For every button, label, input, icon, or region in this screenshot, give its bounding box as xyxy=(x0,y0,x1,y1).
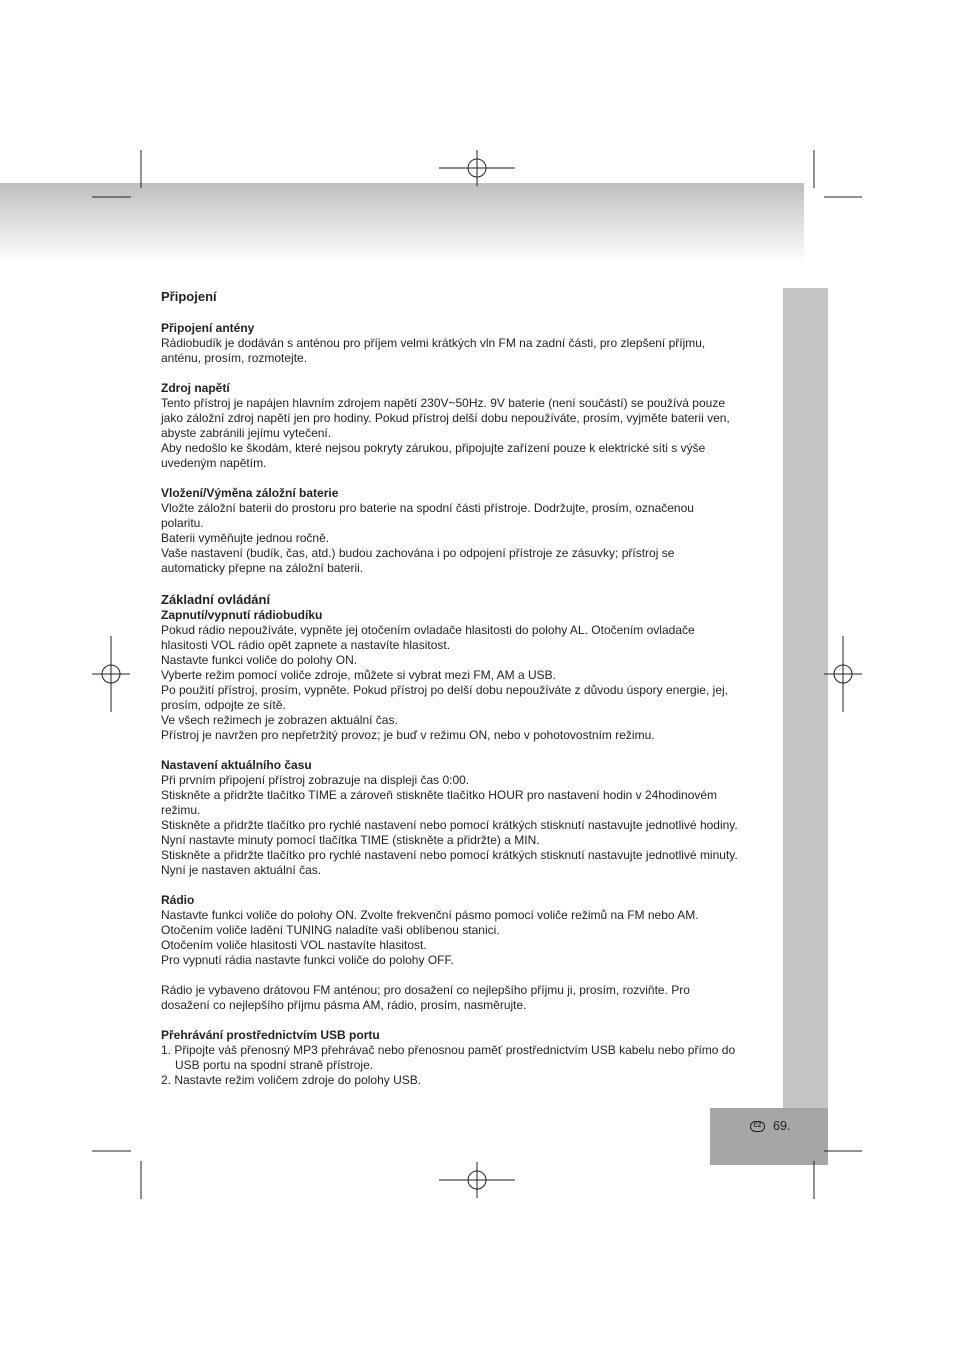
text-line: abyste zabránili jejímu vytečení. xyxy=(161,426,332,440)
text-line: Stiskněte a přidržte tlačítko TIME a zároveň stiskněte tlačítko HOUR pro nastavení hodin v 24hodinovém xyxy=(161,788,718,802)
text-line: Při prvním připojení přístroj zobrazuje na displeji čas 0:00. xyxy=(161,773,470,787)
text-line: režimu. xyxy=(161,803,201,817)
subheading-zdroj: Zdroj napětí xyxy=(161,381,230,395)
text-line: Nyní nastavte minuty pomocí tlačítka TIME (stiskněte a přidržte) a MIN. xyxy=(161,833,540,847)
text-line: hlasitosti VOL rádio opět zapnete a nastavíte hlasitost. xyxy=(161,638,451,652)
subheading-baterie: Vložení/Výměna záložní baterie xyxy=(161,486,339,500)
text-line: Pokud rádio nepoužíváte, vypněte jej otočením ovladače hlasitosti do polohy AL. Otočením ovladače xyxy=(161,623,695,637)
text-line: Vaše nastavení (budík, čas, atd.) budou zachována i po odpojení přístroje ze zásuvky; přístroj se xyxy=(161,546,675,560)
text-line: Rádio je vybaveno drátovou FM anténou; pro dosažení co nejlepšího příjmu ji, prosím, rozviňte. Pro xyxy=(161,983,690,997)
language-badge: CZ xyxy=(750,1121,765,1132)
subheading-zapnuti: Zapnutí/vypnutí rádiobudíku xyxy=(161,608,323,622)
text-line: dosažení co nejlepšího příjmu pásma AM, rádio, prosím, nasměrujte. xyxy=(161,998,527,1012)
text-line: Přístroj je navržen pro nepřetržitý provoz; je buď v režimu ON, nebo v pohotovostním režimu. xyxy=(161,728,655,742)
subheading-antena: Připojení antény xyxy=(161,321,255,335)
page-number-text: 69. xyxy=(773,1119,791,1133)
section-title-pripojeni: Připojení xyxy=(161,289,217,304)
text-line: Vyberte režim pomocí voliče zdroje, můžete si vybrat mezi FM, AM a USB. xyxy=(161,668,557,682)
text-line: Otočením voliče ladění TUNING naladíte vaši oblíbenou stanici. xyxy=(161,923,500,937)
text-line: Pro vypnutí rádia nastavte funkci voliče do polohy OFF. xyxy=(161,953,454,967)
manual-content xyxy=(161,288,781,1088)
text-line: Otočením voliče hlasitosti VOL nastavíte hlasitost. xyxy=(161,938,427,952)
subheading-cas: Nastavení aktuálního času xyxy=(161,758,312,772)
text-line: anténu, prosím, rozmotejte. xyxy=(161,351,308,365)
list-item: 1. Připojte váš přenosný MP3 přehrávač nebo přenosnou paměť prostřednictvím USB kabelu nebo přímo do xyxy=(161,1043,736,1057)
text-line: Stiskněte a přidržte tlačítko pro rychlé nastavení nebo pomocí krátkých stisknutí nastavujte jednotlivé hodiny. xyxy=(161,818,738,832)
text-line: Aby nedošlo ke škodám, které nejsou pokryty zárukou, připojujte zařízení pouze k elektrické síti s výše xyxy=(161,441,706,455)
text-line: Po použití přístroj, prosím, vypněte. Pokud přístroj po delší dobu nepoužíváte z důvodu úspory energie, jej, xyxy=(161,683,728,697)
list-item: 2. Nastavte režim voličem zdroje do polohy USB. xyxy=(161,1073,422,1087)
text-line: jako záložní zdroj napětí jen pro hodiny. Pokud přístroj delší dobu nepoužíváte, prosím, vyjměte baterii ven, xyxy=(161,411,730,425)
text-line: Vložte záložní baterii do prostoru pro baterie na spodní části přístroje. Dodržujte, prosím, označenou xyxy=(161,501,694,515)
list-item-continuation: USB portu na spodní straně přístroje. xyxy=(175,1058,374,1072)
text-line: Nyní je nastaven aktuální čas. xyxy=(161,863,322,877)
text-line: prosím, odpojte ze sítě. xyxy=(161,698,286,712)
subheading-radio: Rádio xyxy=(161,893,195,907)
subheading-usb: Přehrávání prostřednictvím USB portu xyxy=(161,1028,380,1042)
section-title-zakladni: Základní ovládání xyxy=(161,592,271,607)
text-line: Ve všech režimech je zobrazen aktuální čas. xyxy=(161,713,398,727)
text-line: uvedeným napětím. xyxy=(161,456,267,470)
text-line: Tento přístroj je napájen hlavním zdrojem napětí 230V~50Hz. 9V baterie (není součástí) se používá pouze xyxy=(161,396,725,410)
text-line: Rádiobudík je dodáván s anténou pro příjem velmi krátkých vln FM na zadní části, pro zlepšení příjmu, xyxy=(161,336,706,350)
text-line: Stiskněte a přidržte tlačítko pro rychlé nastavení nebo pomocí krátkých stisknutí nastavujte jednotlivé minuty. xyxy=(161,848,738,862)
text-line: polaritu. xyxy=(161,516,204,530)
text-line: Nastavte funkci voliče do polohy ON. xyxy=(161,653,358,667)
text-line: Nastavte funkci voliče do polohy ON. Zvolte frekvenční pásmo pomocí voliče režimů na FM nebo AM. xyxy=(161,908,699,922)
text-line: automaticky přepne na záložní baterii. xyxy=(161,561,364,575)
text-line: Baterii vyměňujte jednou ročně. xyxy=(161,531,330,545)
